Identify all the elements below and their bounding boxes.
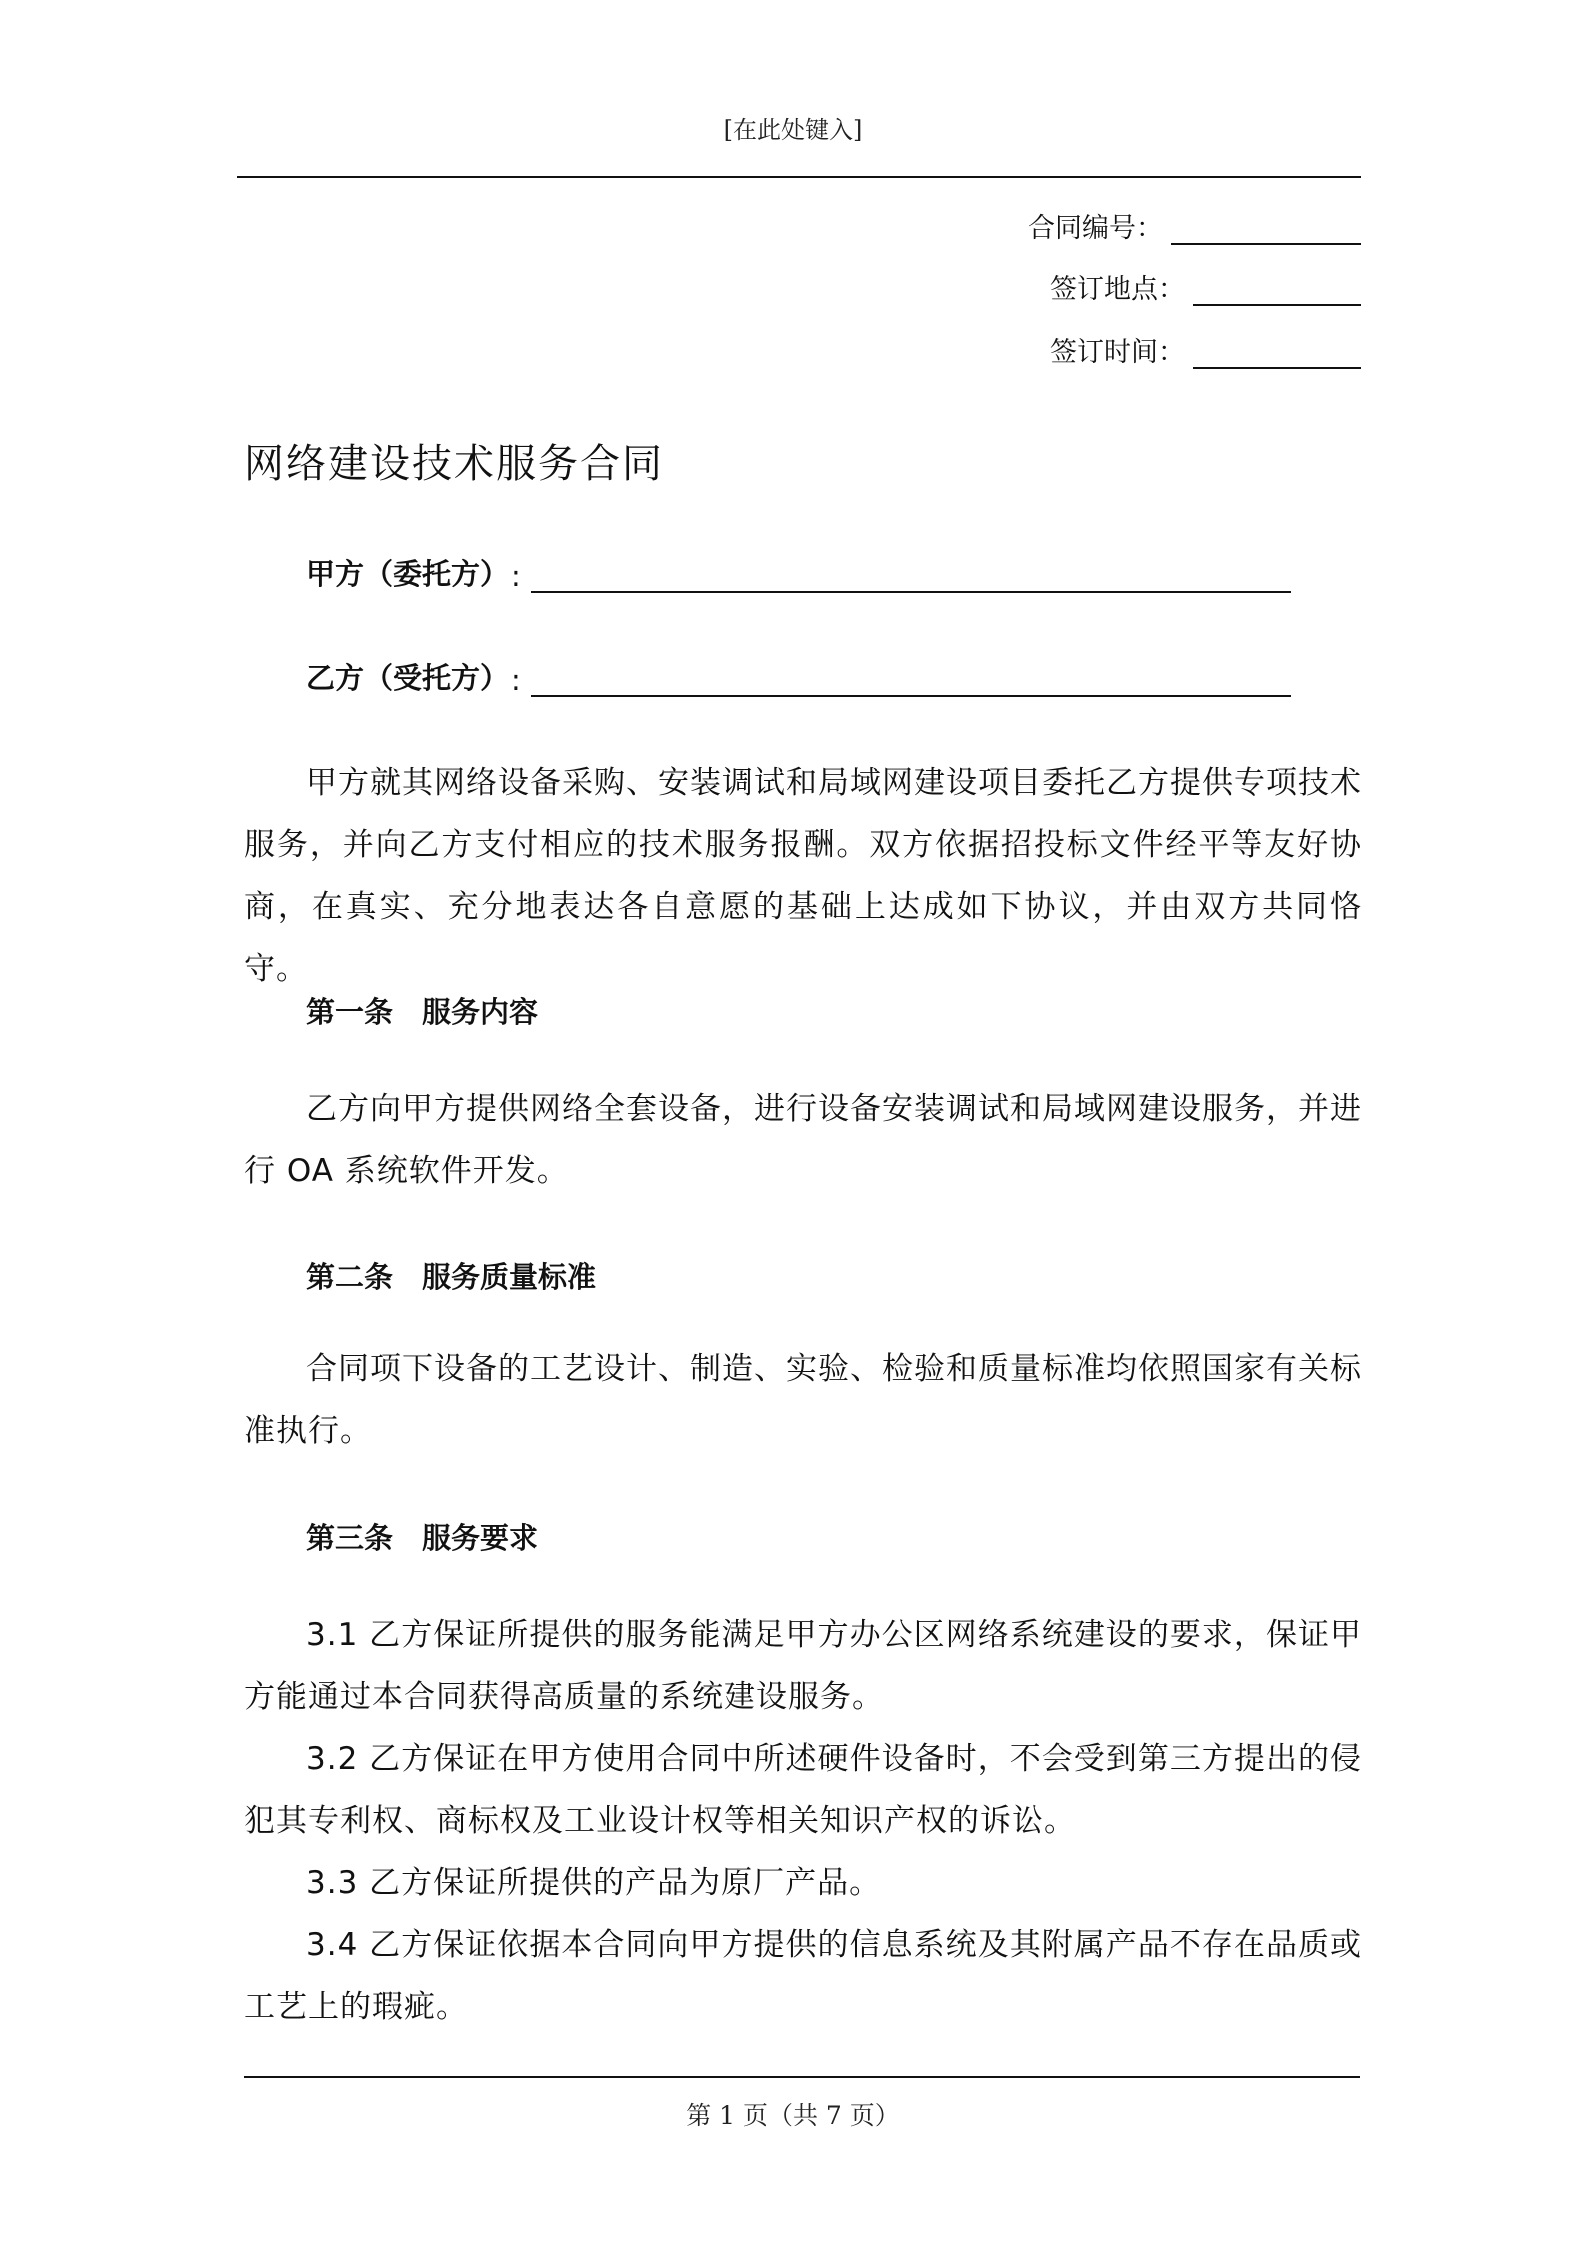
section-3-item-3: 3.3 乙方保证所提供的产品为原厂产品。 <box>306 1865 882 1901</box>
sign-time-row <box>1050 330 1361 369</box>
intro-paragraph: 甲方就其网络设备采购、安装调试和局域网建设项目委托乙方提供专项技术服务，并向乙方支付相应的技术服务报酬。双方依据招投标文件经平等友好协商，在真实、充分地表达各自意愿的基础上达成如下协议，并由双方共同恪守。 <box>244 765 1362 987</box>
section-3-item-1: 3.1 乙方保证所提供的服务能满足甲方办公区网络系统建设的要求，保证甲方能通过本合同获得高质量的系统建设服务。 <box>244 1617 1362 1715</box>
section-1-paragraph: 乙方向甲方提供网络全套设备，进行设备安装调试和局域网建设服务，并进行 OA 系统软件开发。 <box>244 1091 1362 1189</box>
section-3-item-4: 3.4 乙方保证依据本合同向甲方提供的信息系统及其附属产品不存在品质或工艺上的瑕疵。 <box>244 1927 1362 2025</box>
party-b-colon: : <box>511 663 521 697</box>
page-number: 第 1 页（共 7 页） <box>686 2101 900 2130</box>
section-1-heading: 第一条 服务内容 <box>306 995 539 1029</box>
sign-place-row <box>1050 267 1361 306</box>
section-2-heading: 第二条 服务质量标准 <box>306 1260 597 1294</box>
contract-number-field[interactable] <box>1171 217 1361 245</box>
section-3-heading: 第三条 服务要求 <box>306 1521 539 1555</box>
contract-number-row <box>1028 206 1361 245</box>
party-a-field[interactable] <box>531 563 1291 593</box>
sign-place-field[interactable] <box>1193 278 1361 306</box>
header-placeholder: [在此处键入] <box>723 116 863 144</box>
contract-number-label: 合同编号： <box>1028 213 1163 244</box>
sign-place-label: 签订地点： <box>1050 274 1185 305</box>
party-b-row <box>306 656 1291 697</box>
section-2-paragraph: 合同项下设备的工艺设计、制造、实验、检验和质量标准均依照国家有关标准执行。 <box>244 1351 1362 1449</box>
sign-time-label: 签订时间： <box>1050 337 1185 368</box>
contract-title: 网络建设技术服务合同 <box>244 441 664 487</box>
party-b-label: 乙方（受托方） <box>306 661 510 695</box>
party-a-colon: : <box>511 559 521 593</box>
party-a-row <box>306 552 1291 593</box>
party-b-field[interactable] <box>531 667 1291 697</box>
sign-time-field[interactable] <box>1193 341 1361 369</box>
section-3-item-2: 3.2 乙方保证在甲方使用合同中所述硬件设备时，不会受到第三方提出的侵犯其专利权、商标权及工业设计权等相关知识产权的诉讼。 <box>244 1741 1362 1839</box>
header-divider <box>237 176 1361 178</box>
footer-divider <box>244 2076 1360 2078</box>
party-a-label: 甲方（委托方） <box>306 557 510 591</box>
